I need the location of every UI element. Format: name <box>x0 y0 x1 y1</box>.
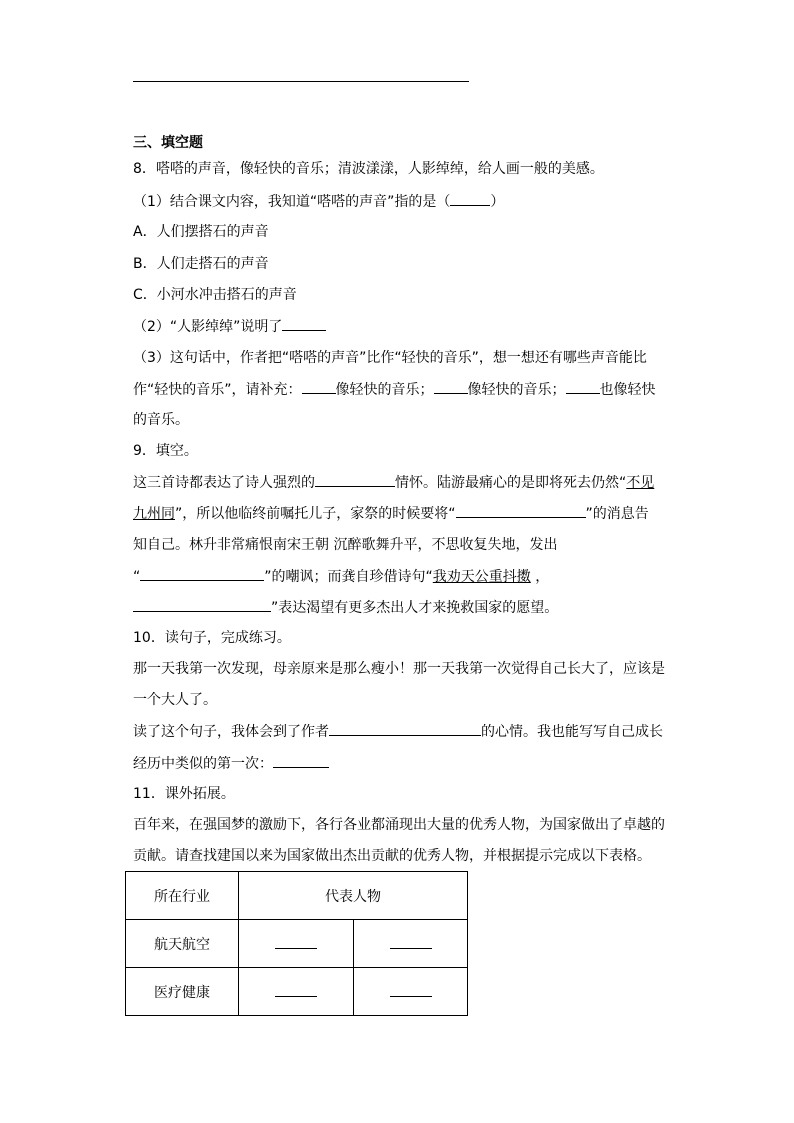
answer-blank[interactable] <box>390 982 432 997</box>
answer-blank[interactable] <box>566 379 600 394</box>
q8-stem: 8．嗒嗒的声音，像轻快的音乐；清波漾漾，人影绰绰，给人画一般的美感。 <box>133 161 604 177</box>
q10-sentence4: 经历中类似的第一次： <box>133 753 329 774</box>
q9-line1: 这三首诗都表达了诗人强烈的 情怀。陆游最痛心的是即将死去仍然“不见 <box>133 472 654 493</box>
q11-sentence1: 百年来，在强国梦的激励下，各行各业都涌现出大量的优秀人物，为国家做出了卓越的 <box>133 817 665 833</box>
q11-stem: 11．课外拓展。 <box>133 786 235 802</box>
q9-stem: 9．填空。 <box>133 443 198 459</box>
q10-sentence3: 读了这个句子，我体会到了作者 的心情。我也能写写自己成长 <box>133 721 663 742</box>
header-industry: 所在行业 <box>126 872 239 920</box>
answer-blank[interactable] <box>456 503 586 518</box>
answer-blank[interactable] <box>434 379 468 394</box>
answer-blank[interactable] <box>302 379 336 394</box>
q11-sentence2: 贡献。请查找建国以来为国家做出杰出贡献的优秀人物，并根据提示完成以下表格。 <box>133 848 651 864</box>
q8-part3-line1: （3）这句话中，作者把“嗒嗒的声音”比作“轻快的音乐”，想一想还有哪些声音能比 <box>133 350 647 366</box>
header-people: 代表人物 <box>239 872 468 920</box>
table-cell[interactable] <box>354 968 468 1016</box>
q8-option-b: B．人们走搭石的声音 <box>133 256 269 272</box>
q9-line2: 九州同”，所以他临终前嘱托儿子，家祭的时候要将“ ”的消息告 <box>133 503 649 524</box>
table-cell[interactable] <box>354 920 468 968</box>
table-cell[interactable] <box>239 920 354 968</box>
q9-line3: 知自己。林升非常痛恨南宋王朝 沉醉歌舞升平，不思收复失地，发出 <box>133 537 558 553</box>
q8-part3-line3: 的音乐。 <box>133 412 189 428</box>
answer-blank[interactable] <box>275 934 317 949</box>
answer-blank[interactable] <box>329 721 481 736</box>
row-industry-medical: 医疗健康 <box>126 968 239 1016</box>
q8-part2: （2）“人影绰绰”说明了 <box>133 316 326 337</box>
top-rule <box>133 81 469 82</box>
row-industry-aerospace: 航天航空 <box>126 920 239 968</box>
table-cell[interactable] <box>239 968 354 1016</box>
people-table <box>125 871 468 1016</box>
answer-blank[interactable] <box>315 472 395 487</box>
q10-sentence2: 一个大人了。 <box>133 692 217 708</box>
q10-stem: 10．读句子，完成练习。 <box>133 630 291 646</box>
q8-option-c: C．小河水冲击搭石的声音 <box>133 287 297 303</box>
q9-line4: “ ”的嘲讽；而龚自珍借诗句“我劝天公重抖擞 ， <box>133 566 549 587</box>
section-title: 三、填空题 <box>133 135 203 151</box>
q8-part1: （1）结合课文内容，我知道“嗒嗒的声音”指的是（ ） <box>133 191 504 212</box>
answer-blank[interactable] <box>140 566 264 581</box>
answer-blank[interactable] <box>275 982 317 997</box>
q10-sentence1: 那一天我第一次发现，母亲原来是那么瘦小！那一天我第一次觉得自己长大了，应该是 <box>133 661 665 677</box>
q9-line5: ”表达渴望有更多杰出人才来挽救国家的愿望。 <box>133 597 558 618</box>
q8-part3-line2: 作“轻快的音乐”，请补充： 像轻快的音乐； 像轻快的音乐； 也像轻快 <box>133 379 656 400</box>
answer-blank[interactable] <box>133 597 271 612</box>
answer-blank[interactable] <box>282 316 326 331</box>
answer-blank[interactable] <box>390 934 432 949</box>
q8-option-a: A．人们摆搭石的声音 <box>133 224 269 240</box>
answer-blank[interactable] <box>450 191 490 206</box>
answer-blank[interactable] <box>273 753 329 768</box>
